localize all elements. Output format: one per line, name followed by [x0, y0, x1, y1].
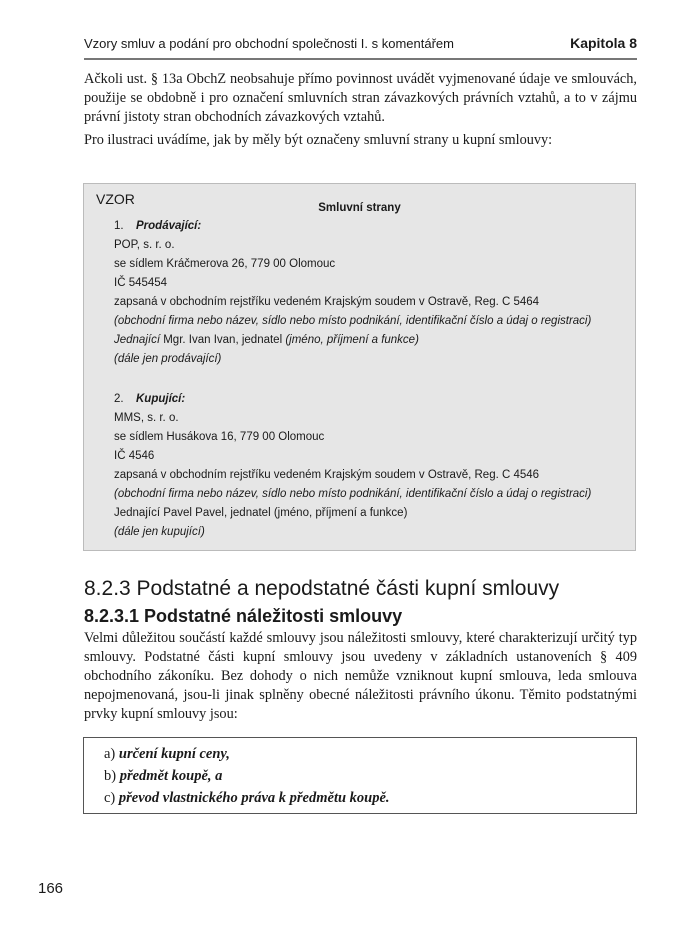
- body-paragraph: Velmi důležitou součástí každé smlouvy jsou náležitosti smlouvy, které charakterizují určitý typ smlouvy. Podstatné části kupní smlouvy jsou uvedeny v základních ustanoveních § 409 obchodního zákoníku. Bez dohody o nich nemůže vzniknout kupní smlouva, leda smlouva nepojmenovaná, jsou-li jinak splněny obecné náležitosti právního úkonu. Těmito podstatnými prvky kupní smlouvy jsou:: [84, 630, 637, 722]
- seller-heading: 1. Prodávající:: [114, 220, 202, 232]
- seller-hereinafter: (dále jen prodávající): [114, 353, 222, 365]
- sample-box: [83, 183, 636, 551]
- chapter-label: Kapitola 8: [570, 35, 637, 51]
- subsection-heading: 8.2.3.1 Podstatné náležitosti smlouvy: [84, 606, 403, 626]
- seller-ic: IČ 545454: [114, 277, 168, 289]
- buyer-note: (obchodní firma nebo název, sídlo nebo místo podnikání, identifikační číslo a údaj o registraci): [114, 488, 592, 500]
- page-number: 166: [38, 880, 64, 897]
- section-heading: 8.2.3 Podstatné a nepodstatné části kupní smlouvy: [84, 577, 560, 600]
- buyer-registration: zapsaná v obchodním rejstříku vedeném Krajským soudem v Ostravě, Reg. C 4546: [114, 469, 540, 481]
- seller-registration: zapsaná v obchodním rejstříku vedeném Krajským soudem v Ostravě, Reg. C 5464: [114, 296, 540, 308]
- sample-label: VZOR: [96, 191, 135, 207]
- seller-seat: se sídlem Kráčmerova 26, 779 00 Olomouc: [114, 258, 336, 270]
- list-item: b) předmět koupě, a: [104, 768, 223, 784]
- buyer-ic: IČ 4546: [114, 450, 155, 462]
- seller-acting: Jednající Mgr. Ivan Ivan, jednatel (jméno, příjmení a funkce): [114, 334, 419, 346]
- buyer-seat: se sídlem Husákova 16, 779 00 Olomouc: [114, 431, 325, 443]
- buyer-acting: Jednající Pavel Pavel, jednatel (jméno, příjmení a funkce): [114, 507, 408, 519]
- buyer-hereinafter: (dále jen kupující): [114, 526, 205, 538]
- intro-paragraph: Ačkoli ust. § 13a ObchZ neobsahuje přímo povinnost uvádět vyjmenované údaje ve smlouvách, použije se obdobně i pro označení smluvních stran závazkových právních vztahů, a to v zájmu právní jistoty stran obchodních závazkových vztahů.: [84, 71, 637, 125]
- intro-paragraph-2: Pro ilustraci uvádíme, jak by měly být označeny smluvní strany u kupní smlouvy:: [84, 132, 553, 148]
- buyer-name: MMS, s. r. o.: [114, 412, 179, 424]
- buyer-heading: 2. Kupující:: [114, 393, 186, 405]
- book-title: Vzory smluv a podání pro obchodní společnosti I. s komentářem: [84, 36, 454, 51]
- essentials-box: [83, 737, 637, 814]
- seller-note: (obchodní firma nebo název, sídlo nebo místo podnikání, identifikační číslo a údaj o registraci): [114, 315, 592, 327]
- running-header: [84, 34, 637, 60]
- list-item: a) určení kupní ceny,: [104, 746, 230, 762]
- sample-title: Smluvní strany: [318, 202, 401, 214]
- seller-name: POP, s. r. o.: [114, 239, 175, 251]
- list-item: c) převod vlastnického práva k předmětu koupě.: [104, 790, 390, 806]
